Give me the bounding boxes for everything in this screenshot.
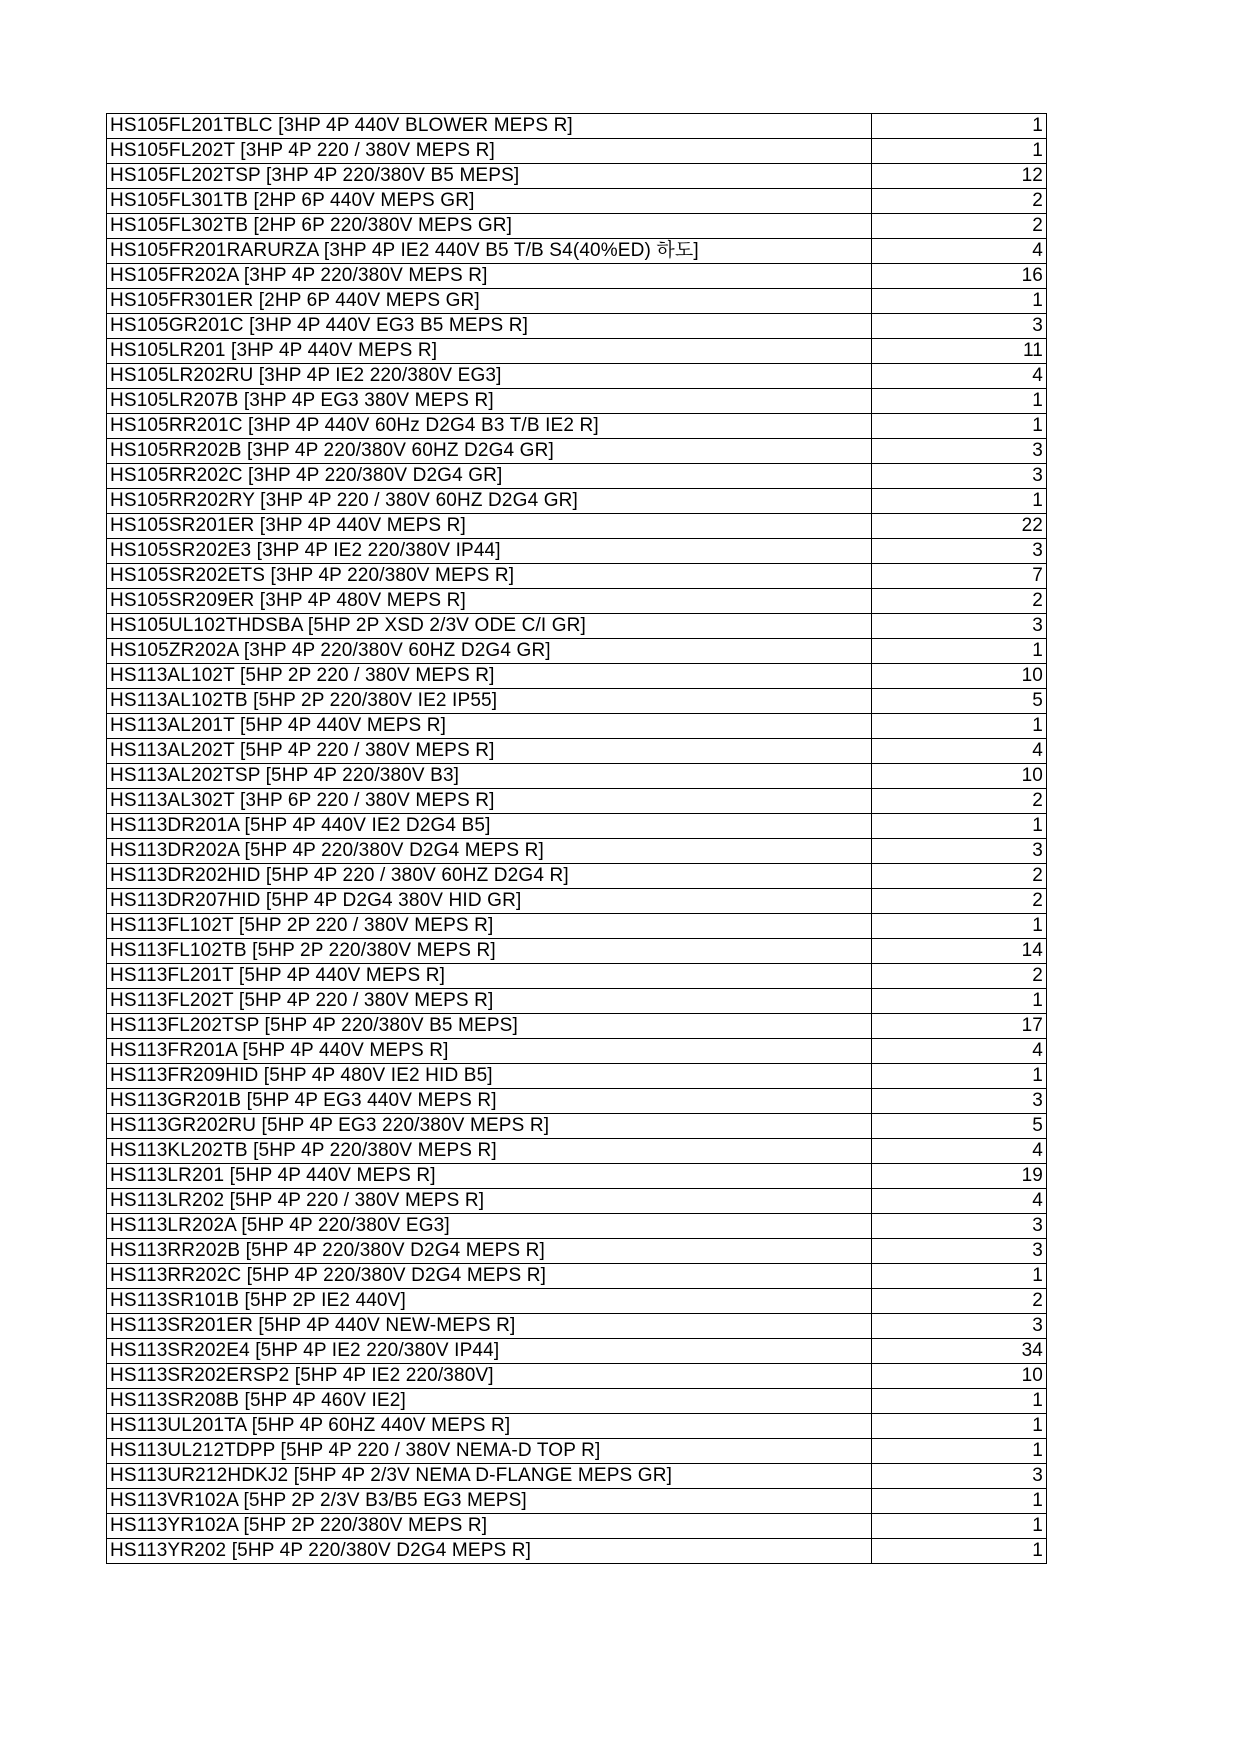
table-row [107, 689, 1047, 714]
quantity-cell: 2 [872, 189, 1047, 214]
quantity-cell: 3 [872, 464, 1047, 489]
quantity-cell: 3 [872, 1089, 1047, 1114]
table-row [107, 489, 1047, 514]
product-name-cell: HS113SR202ERSP2 [5HP 4P IE2 220/380V] [107, 1364, 872, 1389]
product-name-cell: HS113AL202TSP [5HP 4P 220/380V B3] [107, 764, 872, 789]
quantity-cell: 1 [872, 639, 1047, 664]
quantity-cell: 4 [872, 1139, 1047, 1164]
product-name-cell: HS113AL202T [5HP 4P 220 / 380V MEPS R] [107, 739, 872, 764]
product-name-cell: HS105FR301ER [2HP 6P 440V MEPS GR] [107, 289, 872, 314]
table-row [107, 1039, 1047, 1064]
quantity-cell: 22 [872, 514, 1047, 539]
product-name-cell: HS113DR202A [5HP 4P 220/380V D2G4 MEPS R] [107, 839, 872, 864]
table-row [107, 464, 1047, 489]
quantity-cell: 3 [872, 539, 1047, 564]
table-row [107, 439, 1047, 464]
table-row [107, 989, 1047, 1014]
quantity-cell: 1 [872, 1264, 1047, 1289]
product-name-cell: HS113DR202HID [5HP 4P 220 / 380V 60HZ D2G4 R] [107, 864, 872, 889]
table-row [107, 914, 1047, 939]
product-name-cell: HS113VR102A [5HP 2P 2/3V B3/B5 EG3 MEPS] [107, 1489, 872, 1514]
quantity-cell: 2 [872, 864, 1047, 889]
quantity-cell: 2 [872, 964, 1047, 989]
quantity-cell: 1 [872, 1389, 1047, 1414]
quantity-cell: 1 [872, 1489, 1047, 1514]
product-name-cell: HS105FR202A [3HP 4P 220/380V MEPS R] [107, 264, 872, 289]
table-row [107, 1364, 1047, 1389]
quantity-cell: 5 [872, 1114, 1047, 1139]
product-name-cell: HS105SR202E3 [3HP 4P IE2 220/380V IP44] [107, 539, 872, 564]
product-name-cell: HS105RR201C [3HP 4P 440V 60Hz D2G4 B3 T/B IE2 R] [107, 414, 872, 439]
quantity-cell: 3 [872, 314, 1047, 339]
quantity-cell: 1 [872, 414, 1047, 439]
quantity-cell: 3 [872, 1464, 1047, 1489]
product-name-cell: HS105FL201TBLC [3HP 4P 440V BLOWER MEPS R] [107, 114, 872, 139]
table-row [107, 964, 1047, 989]
quantity-cell: 12 [872, 164, 1047, 189]
inventory-table [106, 113, 1047, 1564]
quantity-cell: 1 [872, 714, 1047, 739]
table-row [107, 414, 1047, 439]
table-row [107, 864, 1047, 889]
quantity-cell: 3 [872, 839, 1047, 864]
quantity-cell: 3 [872, 439, 1047, 464]
table-row [107, 939, 1047, 964]
table-row [107, 1089, 1047, 1114]
table-row [107, 1414, 1047, 1439]
quantity-cell: 1 [872, 1439, 1047, 1464]
quantity-cell: 1 [872, 389, 1047, 414]
product-name-cell: HS105SR201ER [3HP 4P 440V MEPS R] [107, 514, 872, 539]
product-name-cell: HS113YR202 [5HP 4P 220/380V D2G4 MEPS R] [107, 1539, 872, 1564]
quantity-cell: 3 [872, 1314, 1047, 1339]
product-name-cell: HS105FL301TB [2HP 6P 440V MEPS GR] [107, 189, 872, 214]
quantity-cell: 1 [872, 1539, 1047, 1564]
table-row [107, 1339, 1047, 1364]
table-row [107, 739, 1047, 764]
table-row [107, 314, 1047, 339]
table-row [107, 1239, 1047, 1264]
quantity-cell: 11 [872, 339, 1047, 364]
product-name-cell: HS105ZR202A [3HP 4P 220/380V 60HZ D2G4 GR] [107, 639, 872, 664]
product-name-cell: HS105LR207B [3HP 4P EG3 380V MEPS R] [107, 389, 872, 414]
quantity-cell: 4 [872, 739, 1047, 764]
table-row [107, 1439, 1047, 1464]
product-name-cell: HS105SR209ER [3HP 4P 480V MEPS R] [107, 589, 872, 614]
table-row [107, 1139, 1047, 1164]
table-row [107, 1289, 1047, 1314]
quantity-cell: 2 [872, 889, 1047, 914]
table-row [107, 1189, 1047, 1214]
table-row [107, 164, 1047, 189]
quantity-cell: 3 [872, 614, 1047, 639]
table-row [107, 1214, 1047, 1239]
product-name-cell: HS113FL102TB [5HP 2P 220/380V MEPS R] [107, 939, 872, 964]
product-name-cell: HS113RR202C [5HP 4P 220/380V D2G4 MEPS R] [107, 1264, 872, 1289]
product-name-cell: HS113LR202A [5HP 4P 220/380V EG3] [107, 1214, 872, 1239]
product-name-cell: HS113LR201 [5HP 4P 440V MEPS R] [107, 1164, 872, 1189]
quantity-cell: 4 [872, 239, 1047, 264]
product-name-cell: HS105SR202ETS [3HP 4P 220/380V MEPS R] [107, 564, 872, 589]
quantity-cell: 1 [872, 1414, 1047, 1439]
table-row [107, 1014, 1047, 1039]
product-name-cell: HS113AL102T [5HP 2P 220 / 380V MEPS R] [107, 664, 872, 689]
product-name-cell: HS105FL202T [3HP 4P 220 / 380V MEPS R] [107, 139, 872, 164]
product-name-cell: HS113FR201A [5HP 4P 440V MEPS R] [107, 1039, 872, 1064]
product-name-cell: HS113FR209HID [5HP 4P 480V IE2 HID B5] [107, 1064, 872, 1089]
product-name-cell: HS113UL212TDPP [5HP 4P 220 / 380V NEMA-D TOP R] [107, 1439, 872, 1464]
product-name-cell: HS113FL202T [5HP 4P 220 / 380V MEPS R] [107, 989, 872, 1014]
quantity-cell: 1 [872, 289, 1047, 314]
table-row [107, 1164, 1047, 1189]
quantity-cell: 1 [872, 814, 1047, 839]
product-name-cell: HS105FR201RARURZA [3HP 4P IE2 440V B5 T/B S4(40%ED) 하도] [107, 239, 872, 264]
product-name-cell: HS113UL201TA [5HP 4P 60HZ 440V MEPS R] [107, 1414, 872, 1439]
table-row [107, 189, 1047, 214]
product-name-cell: HS105FL302TB [2HP 6P 220/380V MEPS GR] [107, 214, 872, 239]
table-row [107, 389, 1047, 414]
product-name-cell: HS113FL202TSP [5HP 4P 220/380V B5 MEPS] [107, 1014, 872, 1039]
table-row [107, 289, 1047, 314]
quantity-cell: 2 [872, 589, 1047, 614]
quantity-cell: 10 [872, 664, 1047, 689]
product-name-cell: HS105RR202B [3HP 4P 220/380V 60HZ D2G4 GR] [107, 439, 872, 464]
quantity-cell: 1 [872, 914, 1047, 939]
table-row [107, 339, 1047, 364]
table-row [107, 364, 1047, 389]
quantity-cell: 4 [872, 1039, 1047, 1064]
quantity-cell: 5 [872, 689, 1047, 714]
quantity-cell: 1 [872, 1514, 1047, 1539]
quantity-cell: 1 [872, 139, 1047, 164]
table-row [107, 1464, 1047, 1489]
table-row [107, 839, 1047, 864]
table-row [107, 889, 1047, 914]
inventory-table-body [107, 114, 1047, 1564]
table-row [107, 214, 1047, 239]
quantity-cell: 2 [872, 1289, 1047, 1314]
table-row [107, 714, 1047, 739]
quantity-cell: 2 [872, 789, 1047, 814]
product-name-cell: HS113GR201B [5HP 4P EG3 440V MEPS R] [107, 1089, 872, 1114]
quantity-cell: 4 [872, 364, 1047, 389]
product-name-cell: HS113AL302T [3HP 6P 220 / 380V MEPS R] [107, 789, 872, 814]
product-name-cell: HS113AL201T [5HP 4P 440V MEPS R] [107, 714, 872, 739]
product-name-cell: HS105LR202RU [3HP 4P IE2 220/380V EG3] [107, 364, 872, 389]
table-row [107, 1314, 1047, 1339]
table-row [107, 264, 1047, 289]
product-name-cell: HS105LR201 [3HP 4P 440V MEPS R] [107, 339, 872, 364]
product-name-cell: HS113SR202E4 [5HP 4P IE2 220/380V IP44] [107, 1339, 872, 1364]
table-row [107, 514, 1047, 539]
product-name-cell: HS113DR201A [5HP 4P 440V IE2 D2G4 B5] [107, 814, 872, 839]
product-name-cell: HS105RR202RY [3HP 4P 220 / 380V 60HZ D2G4 GR] [107, 489, 872, 514]
table-row [107, 614, 1047, 639]
product-name-cell: HS113KL202TB [5HP 4P 220/380V MEPS R] [107, 1139, 872, 1164]
quantity-cell: 3 [872, 1239, 1047, 1264]
table-row [107, 764, 1047, 789]
quantity-cell: 1 [872, 114, 1047, 139]
quantity-cell: 2 [872, 214, 1047, 239]
quantity-cell: 3 [872, 1214, 1047, 1239]
product-name-cell: HS113LR202 [5HP 4P 220 / 380V MEPS R] [107, 1189, 872, 1214]
table-row [107, 1489, 1047, 1514]
product-name-cell: HS113GR202RU [5HP 4P EG3 220/380V MEPS R] [107, 1114, 872, 1139]
table-row [107, 1389, 1047, 1414]
table-row [107, 1539, 1047, 1564]
quantity-cell: 4 [872, 1189, 1047, 1214]
product-name-cell: HS113UR212HDKJ2 [5HP 4P 2/3V NEMA D-FLANGE MEPS GR] [107, 1464, 872, 1489]
table-row [107, 1114, 1047, 1139]
product-name-cell: HS105GR201C [3HP 4P 440V EG3 B5 MEPS R] [107, 314, 872, 339]
table-row [107, 664, 1047, 689]
quantity-cell: 17 [872, 1014, 1047, 1039]
product-name-cell: HS113SR101B [5HP 2P IE2 440V] [107, 1289, 872, 1314]
quantity-cell: 1 [872, 1064, 1047, 1089]
product-name-cell: HS113DR207HID [5HP 4P D2G4 380V HID GR] [107, 889, 872, 914]
product-name-cell: HS113SR208B [5HP 4P 460V IE2] [107, 1389, 872, 1414]
quantity-cell: 16 [872, 264, 1047, 289]
table-row [107, 114, 1047, 139]
product-name-cell: HS113YR102A [5HP 2P 220/380V MEPS R] [107, 1514, 872, 1539]
quantity-cell: 34 [872, 1339, 1047, 1364]
table-row [107, 814, 1047, 839]
table-row [107, 1514, 1047, 1539]
table-row [107, 589, 1047, 614]
quantity-cell: 7 [872, 564, 1047, 589]
product-name-cell: HS105RR202C [3HP 4P 220/380V D2G4 GR] [107, 464, 872, 489]
table-row [107, 639, 1047, 664]
product-name-cell: HS105UL102THDSBA [5HP 2P XSD 2/3V ODE C/I GR] [107, 614, 872, 639]
table-row [107, 789, 1047, 814]
table-row [107, 564, 1047, 589]
quantity-cell: 1 [872, 489, 1047, 514]
table-row [107, 239, 1047, 264]
product-name-cell: HS113RR202B [5HP 4P 220/380V D2G4 MEPS R] [107, 1239, 872, 1264]
quantity-cell: 10 [872, 1364, 1047, 1389]
table-row [107, 1264, 1047, 1289]
product-name-cell: HS113SR201ER [5HP 4P 440V NEW-MEPS R] [107, 1314, 872, 1339]
quantity-cell: 1 [872, 989, 1047, 1014]
quantity-cell: 10 [872, 764, 1047, 789]
quantity-cell: 19 [872, 1164, 1047, 1189]
product-name-cell: HS113FL102T [5HP 2P 220 / 380V MEPS R] [107, 914, 872, 939]
product-name-cell: HS113FL201T [5HP 4P 440V MEPS R] [107, 964, 872, 989]
product-name-cell: HS113AL102TB [5HP 2P 220/380V IE2 IP55] [107, 689, 872, 714]
table-row [107, 139, 1047, 164]
table-row [107, 1064, 1047, 1089]
quantity-cell: 14 [872, 939, 1047, 964]
product-name-cell: HS105FL202TSP [3HP 4P 220/380V B5 MEPS] [107, 164, 872, 189]
table-row [107, 539, 1047, 564]
